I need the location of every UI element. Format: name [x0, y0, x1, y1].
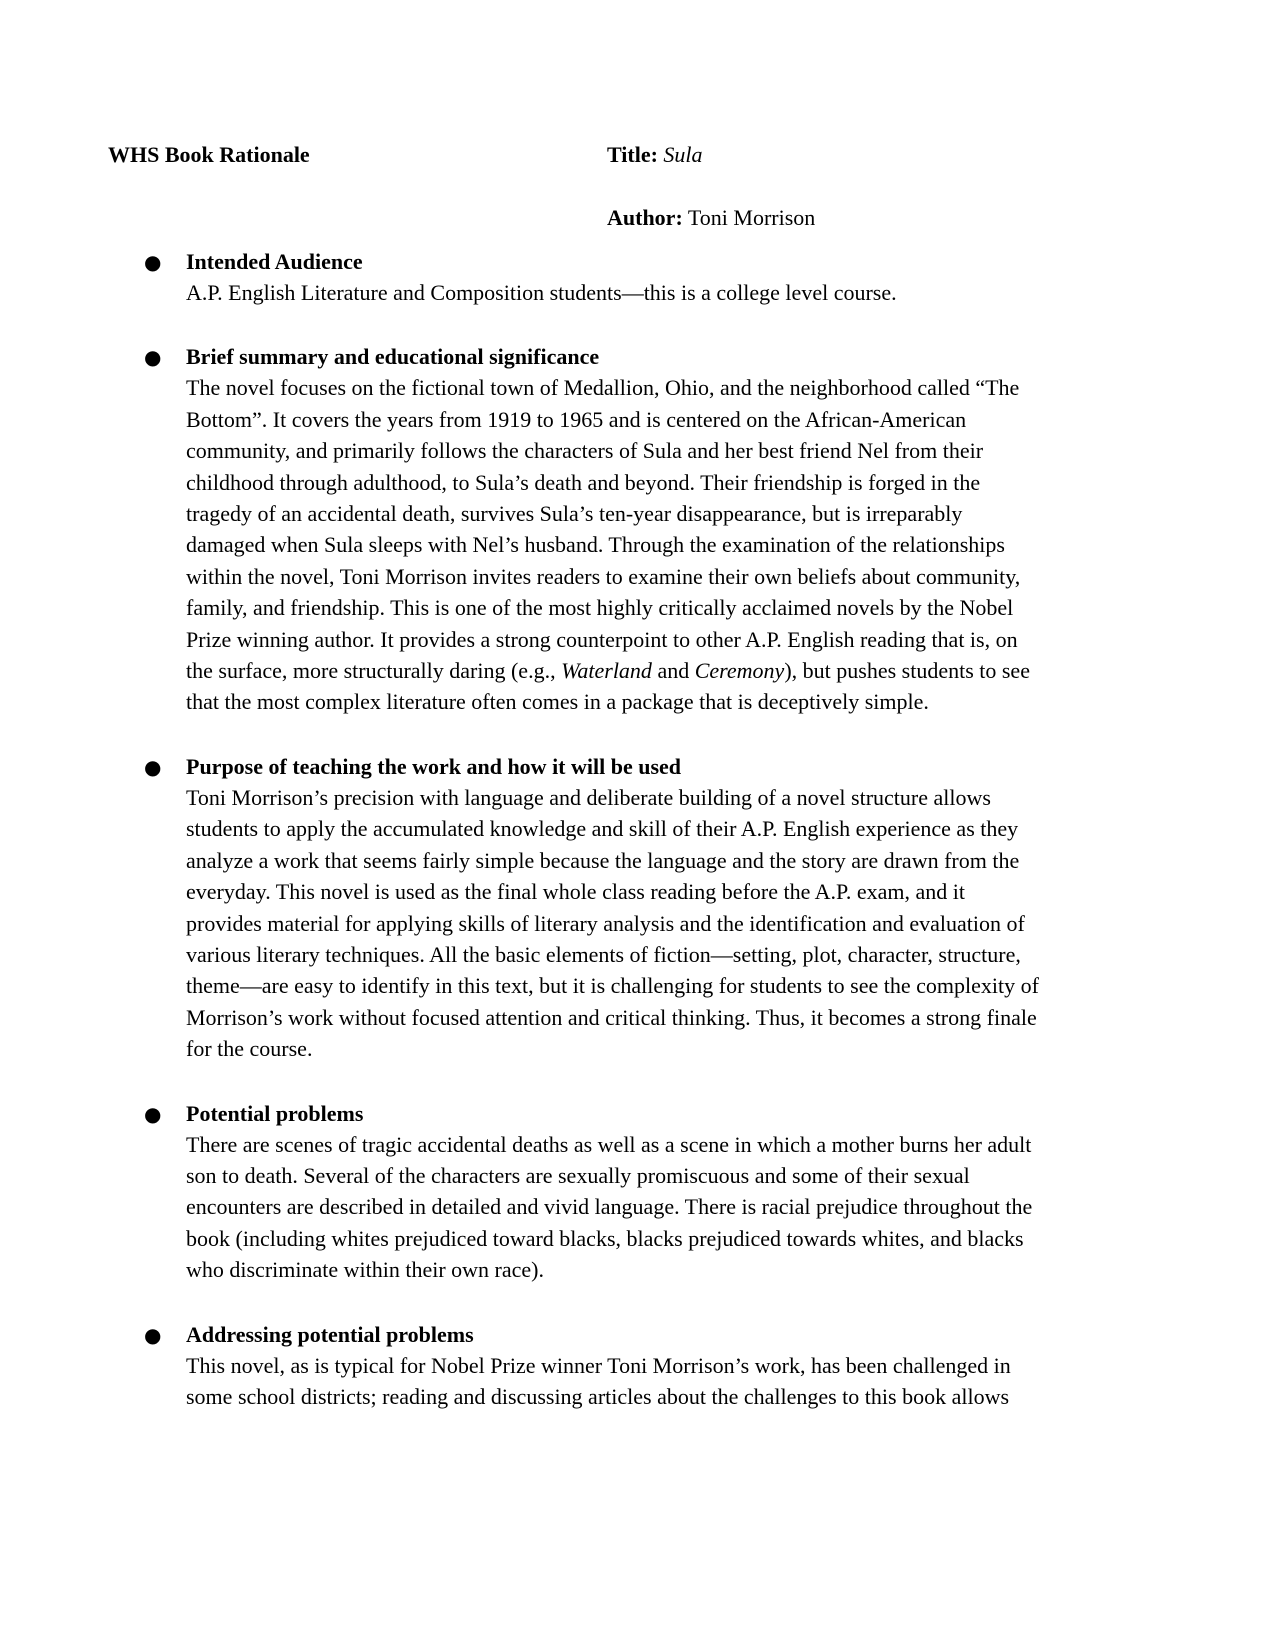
- bullet-icon: ●: [144, 250, 162, 274]
- rationale-sections: [144, 246, 1164, 1445]
- section-body: This novel, as is typical for Nobel Prize winner Toni Morrison’s work, has been challenged in some school districts; reading and discussing articles about the challenges to this book allows: [186, 1352, 1011, 1409]
- section-heading: Purpose of teaching the work and how it will be used: [186, 753, 682, 779]
- section-brief-summary: [144, 341, 1164, 717]
- summary-text-part-3: ), but pushes students to see that the most complex literature often comes in a package that is deceptively simple.: [186, 658, 1030, 715]
- italic-title-ceremony: Ceremony: [694, 658, 785, 684]
- author-value: Toni Morrison: [687, 205, 816, 230]
- section-heading: Intended Audience: [186, 249, 363, 274]
- section-addressing-problems: [144, 1319, 1164, 1413]
- section-body: [186, 372, 1164, 717]
- italic-title-waterland: Waterland: [561, 658, 652, 684]
- title-value: Sula: [663, 142, 703, 167]
- section-intended-audience: [144, 246, 1164, 308]
- section-potential-problems: [144, 1098, 1164, 1286]
- author-line: [607, 204, 815, 232]
- section-heading: Potential problems: [186, 1100, 364, 1126]
- summary-text-part-1: The novel focuses on the fictional town of Medallion, Ohio, and the neighborhood called “The Bottom”. It covers the years from 1919 to 1965 and is centered on the African-American community, and primarily follows the characters of Sula and her best friend Nel from their childhood through adulthood, to Sula’s death and beyond. Their friendship is forged in the tragedy of an accidental death, survives Sula’s ten-year disappearance, but is irreparably damaged when Sula sleeps with Nel’s husband. Through the examination of the relationships within the novel, Toni Morrison invites readers to examine their own beliefs about community, family, and friendship. This is one of the most highly critically acclaimed novels by the Nobel Prize winning author. It provides a strong counterpoint to other A.P. English reading that is, on the surface, more structurally daring (e.g.,: [186, 375, 1021, 684]
- author-label: Author:: [607, 205, 683, 230]
- bullet-icon: ●: [144, 754, 162, 779]
- section-body: Toni Morrison’s precision with language and deliberate building of a novel structure allows students to apply the accumulated knowledge and skill of their A.P. English experience as they analyze a work that seems fairly simple because the language and the story are drawn from the everyday. This novel is used as the final whole class reading before the A.P. exam, and it provides material for applying skills of literary analysis and the identification and evaluation of various literary techniques. All the basic elements of fiction—setting, plot, character, structure, theme—are easy to identify in this text, but it is challenging for students to see the complexity of Morrison’s work without focused attention and critical thinking. Thus, it becomes a strong finale for the course.: [186, 784, 1039, 1062]
- bullet-icon: ●: [144, 1322, 162, 1347]
- section-purpose: [144, 751, 1164, 1065]
- title-label: Title:: [607, 142, 658, 167]
- section-heading: Brief summary and educational significance: [186, 344, 600, 370]
- section-body: There are scenes of tragic accidental deaths as well as a scene in which a mother burns her adult son to death. Several of the characters are sexually promiscuous and some of their sexual encounters are described in detailed and vivid language. There is racial prejudice throughout the book (including whites prejudiced toward blacks, blacks prejudiced towards whites, and blacks who discriminate within their own race).: [186, 1131, 1033, 1283]
- summary-text-part-2: and: [651, 658, 695, 684]
- section-heading: Addressing potential problems: [186, 1321, 474, 1347]
- document-label: WHS Book Rationale: [108, 142, 310, 167]
- bullet-icon: ●: [144, 1101, 162, 1126]
- section-body: A.P. English Literature and Composition students—this is a college level course.: [186, 280, 897, 305]
- bullet-icon: ●: [144, 345, 162, 370]
- title-line: [607, 141, 703, 169]
